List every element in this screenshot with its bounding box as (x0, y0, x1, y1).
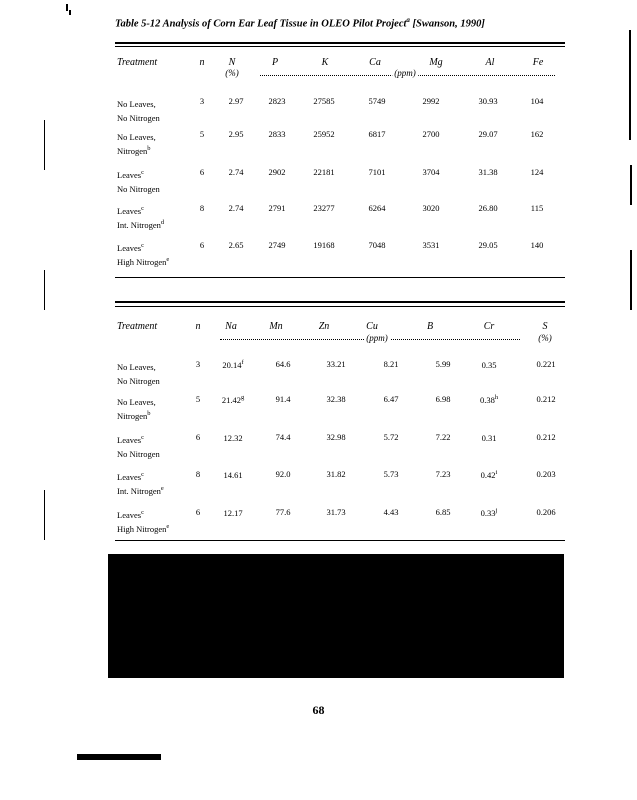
cell-Zn: 31.82 (326, 469, 346, 479)
cell-Mn: 91.4 (275, 394, 291, 404)
cell-B: 7.22 (435, 432, 451, 442)
cell-Mn: 77.6 (275, 507, 291, 517)
cell-n: 6 (195, 432, 201, 442)
cell-Al: 29.07 (478, 129, 498, 139)
cell-Mg: 3020 (422, 203, 440, 213)
treatment-label: Leaves$^c$ Int. Nitrogen$^d$ (117, 205, 165, 230)
cell-Mg: 2992 (422, 96, 440, 106)
caption-label: Table 5-12 (115, 18, 161, 30)
caption-title: Analysis of Corn Ear Leaf Tissue in OLEO Pilot Project (162, 18, 407, 30)
cell-K: 25952 (313, 129, 335, 139)
cell-Na: 12.17 (223, 507, 243, 518)
table1-header-n: n (199, 57, 205, 68)
cell-P: 2902 (268, 167, 286, 177)
caption-source: [Swanson, 1990] (412, 18, 485, 30)
cell-Fe: 115 (530, 203, 544, 213)
treatment-label: Leaves$^c$ High Nitrogen$^e$ (117, 242, 170, 267)
treatment-label: No Leaves, No Nitrogen (117, 98, 160, 123)
table1-header-Fe: Fe (532, 57, 544, 68)
table2-header-Na: Na (225, 321, 237, 332)
cell-P: 2749 (268, 240, 286, 250)
cell-Al: 30.93 (478, 96, 498, 106)
table-row (0, 359, 637, 393)
table-row (0, 394, 637, 428)
table2-header-treatment: Treatment (117, 321, 158, 332)
scan-mark (66, 4, 68, 11)
cell-S: 0.206 (536, 507, 556, 517)
cell-Fe: 104 (530, 96, 544, 106)
cell-n: 6 (199, 167, 205, 177)
table2-header-Mn: Mn (269, 321, 283, 332)
cell-K: 27585 (313, 96, 335, 106)
table1-top-rule-thin (115, 46, 565, 47)
table1-top-rule (115, 42, 565, 44)
table-row (0, 203, 637, 237)
cell-n: 3 (195, 359, 201, 369)
table1-header-N: N (228, 57, 236, 68)
table1-bottom-rule (115, 277, 565, 278)
table1-header-treatment: Treatment (117, 57, 158, 68)
cell-Ca: 6817 (368, 129, 386, 139)
cell-N: 2.74 (228, 203, 244, 213)
table2-header-B: B (426, 321, 434, 332)
table-caption (115, 16, 575, 30)
cell-Cr: 0.31 (481, 432, 497, 443)
cell-Cu: 8.21 (383, 359, 399, 369)
treatment-label: No Leaves, No Nitrogen (117, 361, 160, 386)
table-row (0, 240, 637, 274)
table2-header-Cr: Cr (483, 321, 495, 332)
cell-Zn: 33.21 (326, 359, 346, 369)
treatment-label: Leaves$^c$ No Nitrogen (117, 434, 160, 459)
table2-bottom-rule (115, 540, 565, 541)
cell-Cu: 5.72 (383, 432, 399, 442)
cell-P: 2791 (268, 203, 286, 213)
table2-unit-ppm: (ppm) (366, 333, 388, 343)
cell-Na: 12.32 (223, 432, 243, 443)
cell-n: 5 (199, 129, 205, 139)
cell-Ca: 7101 (368, 167, 386, 177)
scan-mark (44, 270, 45, 310)
treatment-label: No Leaves, Nitrogen$^b$ (117, 131, 156, 156)
table-row (0, 469, 637, 503)
table1-header-P: P (271, 57, 279, 68)
cell-Al: 31.38 (478, 167, 498, 177)
cell-n: 3 (199, 96, 205, 106)
cell-Ca: 7048 (368, 240, 386, 250)
treatment-label: Leaves$^c$ Int. Nitrogen$^e$ (117, 471, 164, 496)
cell-K: 22181 (313, 167, 335, 177)
cell-Cr: 0.42$^i$ (480, 469, 498, 480)
cell-Mn: 92.0 (275, 469, 291, 479)
table2-header-n: n (195, 321, 201, 332)
cell-n: 6 (199, 240, 205, 250)
table2-header-Zn: Zn (318, 321, 330, 332)
cell-Mn: 64.6 (275, 359, 291, 369)
cell-S: 0.212 (536, 394, 556, 404)
treatment-label: No Leaves, Nitrogen$^b$ (117, 396, 156, 421)
cell-B: 7.23 (435, 469, 451, 479)
table2-top-rule (115, 301, 565, 303)
cell-B: 6.85 (435, 507, 451, 517)
cell-Al: 29.05 (478, 240, 498, 250)
cell-Fe: 140 (530, 240, 544, 250)
cell-N: 2.95 (228, 129, 244, 139)
cell-Na: 14.61 (223, 469, 243, 480)
cell-Ca: 6264 (368, 203, 386, 213)
footer-bar (77, 754, 161, 760)
table2-header-Cu: Cu (366, 321, 378, 332)
table1-header-Ca: Ca (369, 57, 381, 68)
cell-n: 5 (195, 394, 201, 404)
cell-Fe: 162 (530, 129, 544, 139)
cell-N: 2.65 (228, 240, 244, 250)
cell-Cu: 5.73 (383, 469, 399, 479)
table-row (0, 507, 637, 541)
cell-Mg: 2700 (422, 129, 440, 139)
cell-Cu: 4.43 (383, 507, 399, 517)
cell-S: 0.221 (536, 359, 556, 369)
cell-N: 2.97 (228, 96, 244, 106)
cell-Mn: 74.4 (275, 432, 291, 442)
scan-mark (69, 10, 71, 15)
cell-Zn: 32.98 (326, 432, 346, 442)
cell-S: 0.203 (536, 469, 556, 479)
cell-Cr: 0.38$^h$ (479, 394, 499, 405)
table1-header-Mg: Mg (429, 57, 443, 68)
cell-B: 5.99 (435, 359, 451, 369)
cell-Fe: 124 (530, 167, 544, 177)
cell-n: 8 (199, 203, 205, 213)
cell-Cr: 0.35 (481, 359, 497, 370)
cell-Mg: 3531 (422, 240, 440, 250)
table-row (0, 129, 637, 163)
treatment-label: Leaves$^c$ No Nitrogen (117, 169, 160, 194)
cell-Al: 26.80 (478, 203, 498, 213)
table-row (0, 432, 637, 466)
cell-P: 2833 (268, 129, 286, 139)
table1-unit-percent: (%) (225, 68, 239, 78)
cell-Ca: 5749 (368, 96, 386, 106)
cell-S: 0.212 (536, 432, 556, 442)
table2-header-S: S (542, 321, 548, 332)
table-row (0, 167, 637, 201)
cell-n: 6 (195, 507, 201, 517)
table-row (0, 96, 637, 130)
table1-unit-ppm: (ppm) (394, 68, 416, 78)
table1-header-Al: Al (485, 57, 495, 68)
cell-B: 6.98 (435, 394, 451, 404)
treatment-label: Leaves$^c$ High Nitrogen$^e$ (117, 509, 170, 534)
cell-Na: 20.14$^f$ (222, 359, 244, 370)
cell-Cr: 0.33$^j$ (480, 507, 498, 518)
table1-header-K: K (321, 57, 329, 68)
cell-P: 2823 (268, 96, 286, 106)
cell-Mg: 3704 (422, 167, 440, 177)
cell-N: 2.74 (228, 167, 244, 177)
page-number: 68 (312, 703, 325, 717)
cell-n: 8 (195, 469, 201, 479)
cell-Na: 21.42$^g$ (221, 394, 245, 405)
cell-K: 23277 (313, 203, 335, 213)
cell-K: 19168 (313, 240, 335, 250)
cell-Zn: 31.73 (326, 507, 346, 517)
table2-top-rule-thin (115, 306, 565, 307)
redacted-block (108, 554, 564, 678)
cell-Cu: 6.47 (383, 394, 399, 404)
table2-unit-percent: (%) (538, 333, 552, 343)
caption-note: a (406, 16, 410, 24)
cell-Zn: 32.38 (326, 394, 346, 404)
